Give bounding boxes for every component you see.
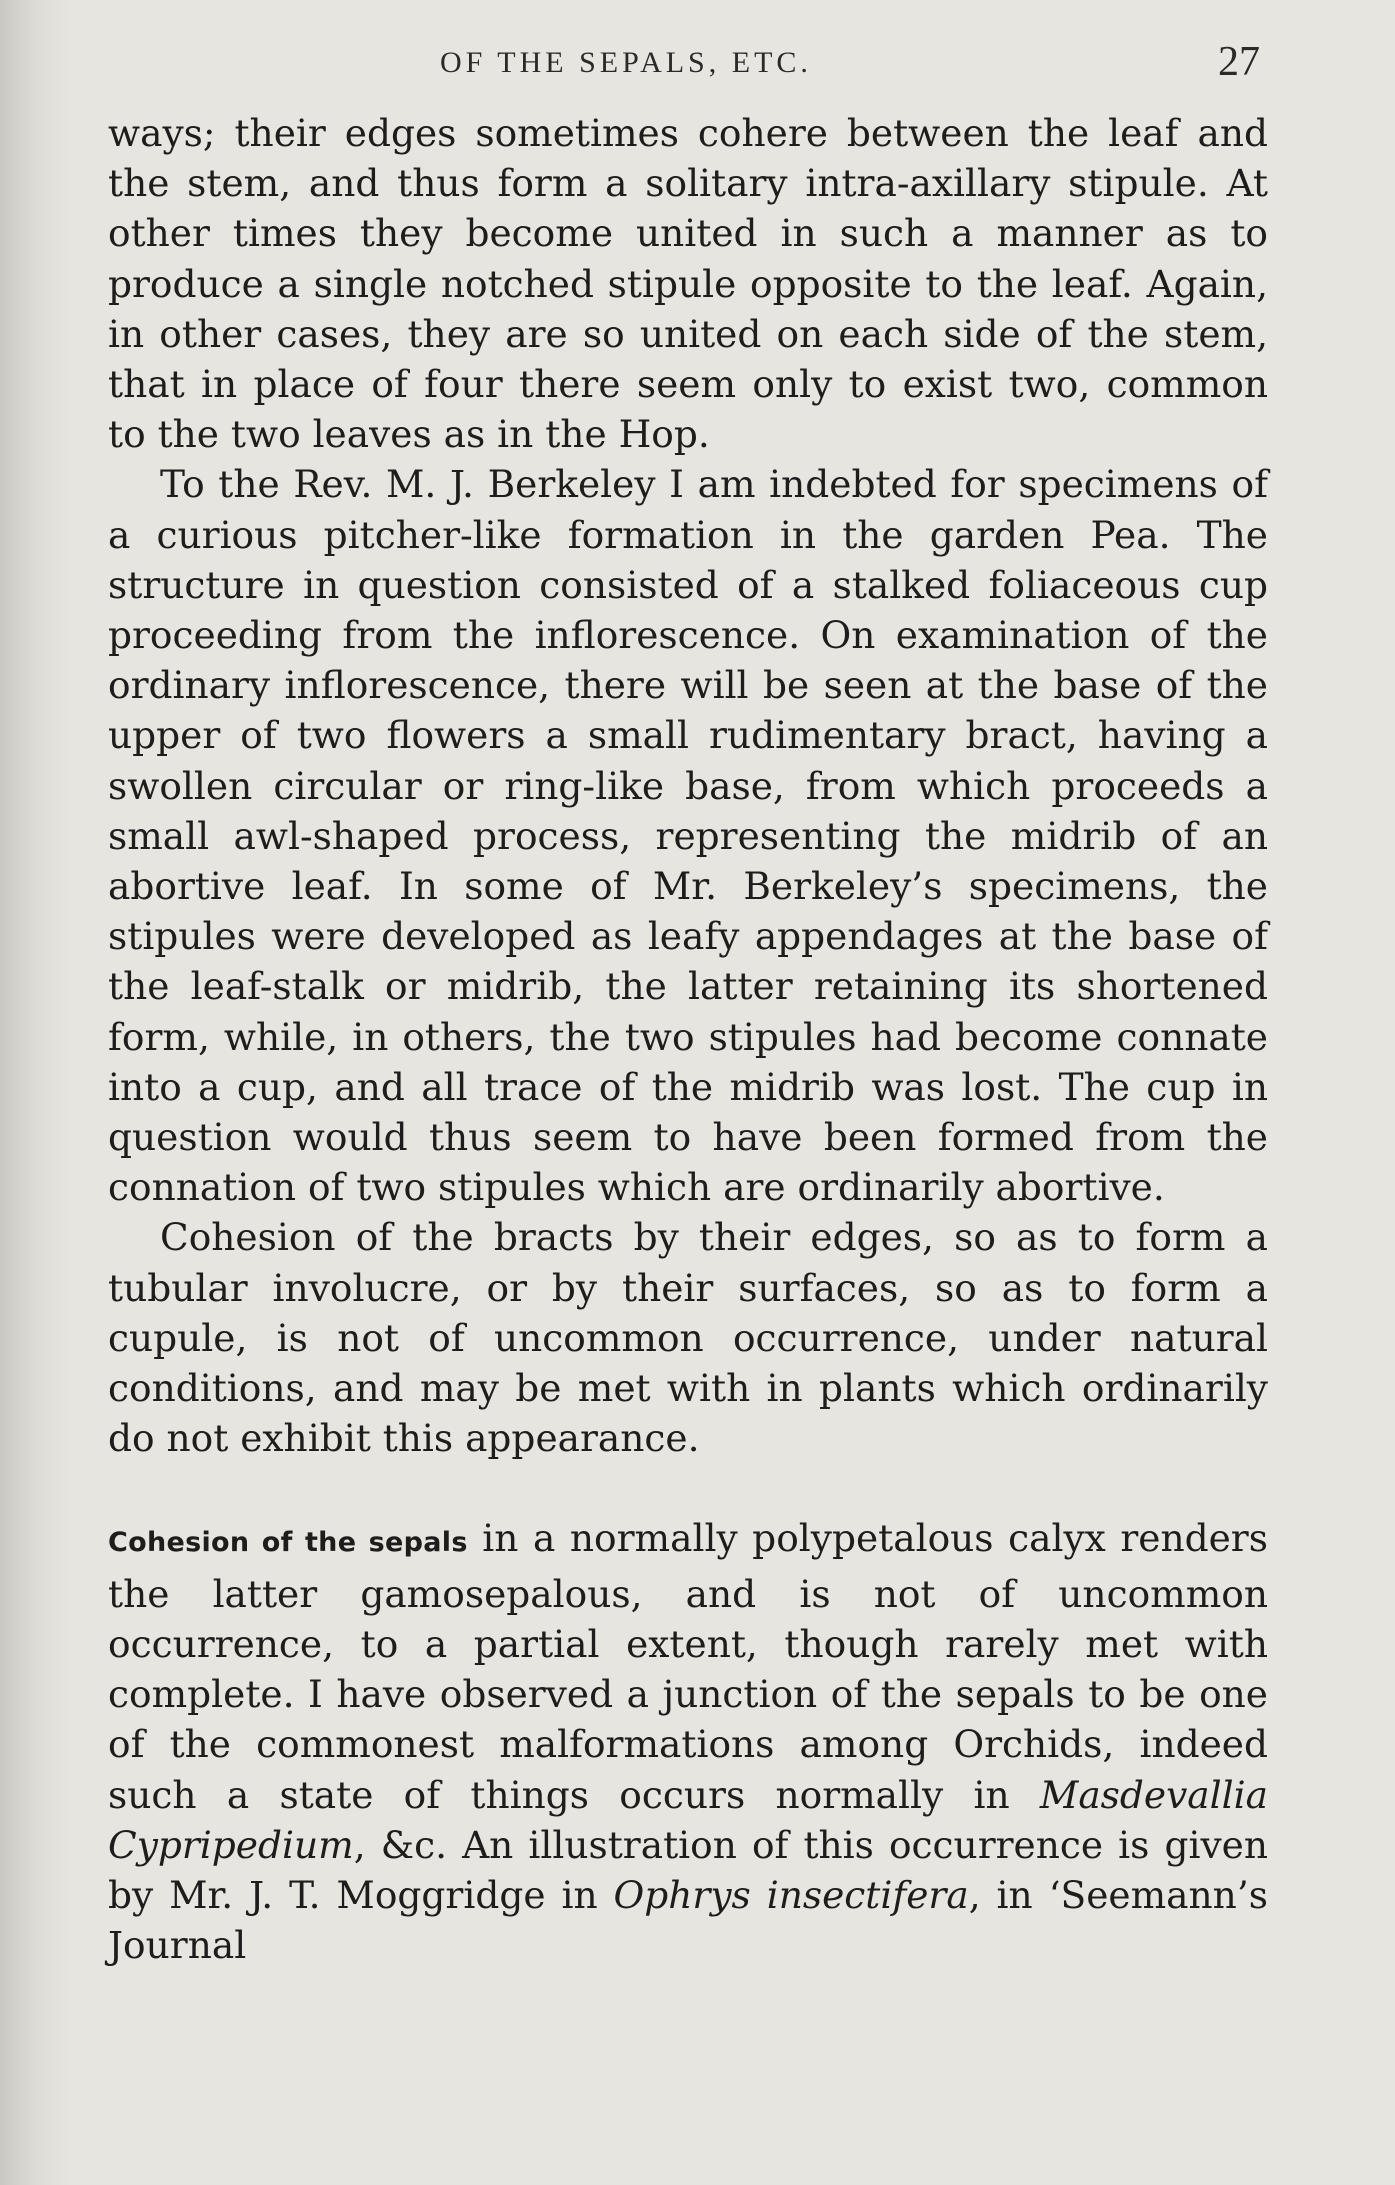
species-name-masdevallia: Masdevallia Cypripedium [108,1772,1268,1867]
sepals-text-part-a: in a normally polypetalous calyx renders the latter gamosepalous, and is not of uncommon occurrence, to a partial extent, though rarely met with complete. I have observed a junction of the sepals to be one of the commonest malformations among Orchids, indeed such a state of things occurs normally in [108,1516,1268,1817]
page-edge-shadow [0,0,70,2185]
body-text [108,108,1268,1970]
section-lead-heading: Cohesion of the sepals [108,1527,468,1559]
sepals-text-part-b: , &c. An illustration of this occurrence is given by Mr. J. T. Moggridge in [108,1822,1268,1917]
paragraph-stipules-continued: ways; their edges sometimes cohere between the leaf and the stem, and thus form a solitary intra-axillary stipule. At other times they become united in such a manner as to produce a single notched stipule opposite to the leaf. Again, in other cases, they are so united on each side of the stem, that in place of four there seem only to exist two, common to the two leaves as in the Hop. [108,111,1268,457]
running-header [100,40,1300,100]
paragraph-cohesion-sepals [108,1513,1268,1970]
paragraph-cohesion-bracts: Cohesion of the bracts by their edges, so as to form a tubular involucre, or by their surfaces, so as to form a cupule, is not of uncommon occurrence, under natural conditions, and may be met with in plants which ordinarily do not exhibit this appearance. [108,1215,1268,1461]
paragraph-berkeley-pea: To the Rev. M. J. Berkeley I am indebted for specimens of a curious pitcher-like formation in the garden Pea. The structure in question consisted of a stalked foliaceous cup proceeding from the inflorescence. On examination of the ordinary inflorescence, there will be seen at the base of the upper of two flowers a small rudimentary bract, having a swollen circular or ring-like base, from which proceeds a small awl-shaped process, representing the midrib of an abortive leaf. In some of Mr. Berkeley’s specimens, the stipules were developed as leafy appendages at the base of the leaf-stalk or midrib, the latter retaining its shortened form, while, in others, the two stipules had become connate into a cup, and all trace of the midrib was lost. The cup in question would thus seem to have been formed from the connation of two stipules which are ordinarily abortive. [108,462,1268,1210]
sepals-text-part-c: , in ‘Seemann’s Journal [108,1872,1268,1968]
section-spacer [108,1463,1268,1513]
page-number: 27 [1218,39,1260,85]
running-title: OF THE SEPALS, ETC. [440,46,812,79]
species-name-ophrys: Ophrys insectifera [613,1872,969,1917]
